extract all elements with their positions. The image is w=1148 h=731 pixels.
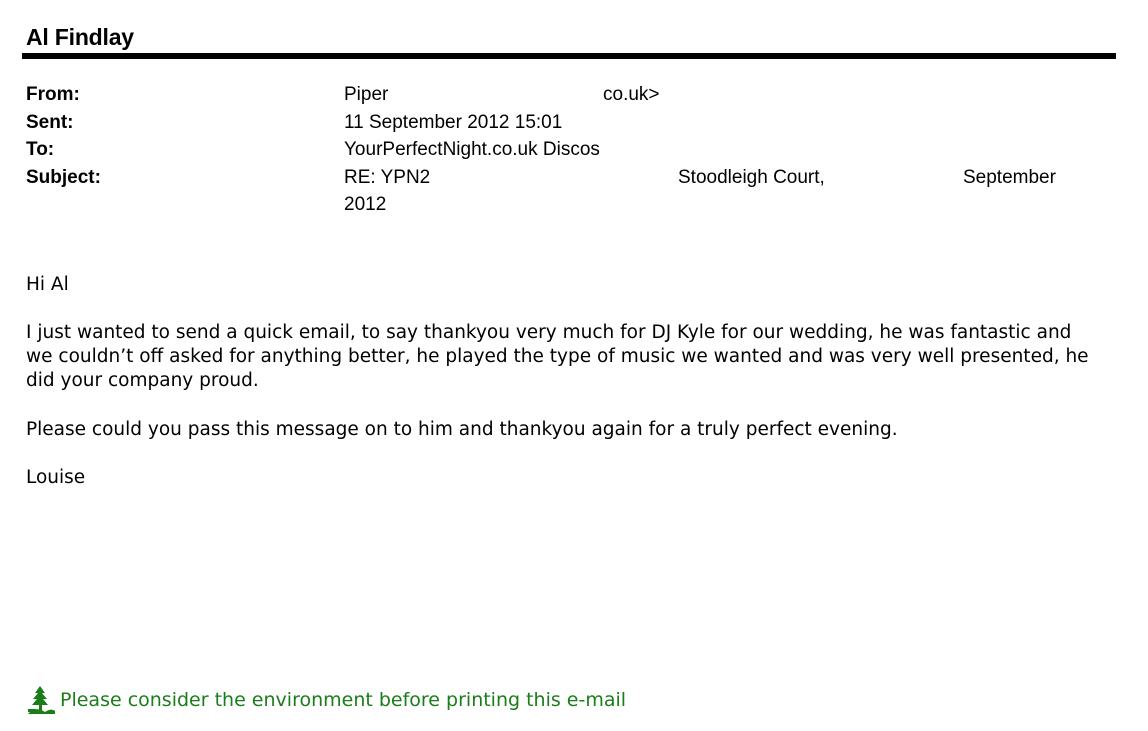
sender-name: Al Findlay [26, 24, 134, 50]
sent-label: Sent: [26, 112, 74, 133]
subject-label: Subject: [26, 167, 101, 188]
from-email-tail: co.uk> [603, 84, 660, 105]
greeting: Hi Al [26, 274, 69, 295]
paragraph-1-line-1: I just wanted to send a quick email, to say thankyou very much for DJ Kyle for our wedding, he was fantastic and [26, 322, 1072, 343]
paragraph-2: Please could you pass this message on to him and thankyou again for a truly perfect evening. [26, 419, 898, 440]
environment-notice-text: Please consider the environment before printing this e-mail [60, 689, 627, 711]
from-label: From: [26, 84, 80, 105]
environment-notice [26, 685, 626, 715]
paragraph-1-line-3: did your company proud. [26, 370, 259, 391]
subject-part-3: September [963, 167, 1056, 188]
paragraph-1-line-2: we couldn’t off asked for anything better, he played the type of music we wanted and was very well presented, he [26, 346, 1089, 367]
to-label: To: [26, 139, 55, 160]
tree-icon [26, 685, 56, 715]
subject-part-4: 2012 [344, 194, 387, 215]
from-name: Piper [344, 84, 389, 105]
subject-part-1: RE: YPN2 [344, 167, 431, 188]
signature: Louise [26, 467, 86, 488]
subject-part-2: Stoodleigh Court, [678, 167, 825, 188]
header-divider [22, 53, 1116, 59]
sent-value: 11 September 2012 15:01 [344, 112, 563, 133]
to-value: YourPerfectNight.co.uk Discos [344, 139, 600, 160]
